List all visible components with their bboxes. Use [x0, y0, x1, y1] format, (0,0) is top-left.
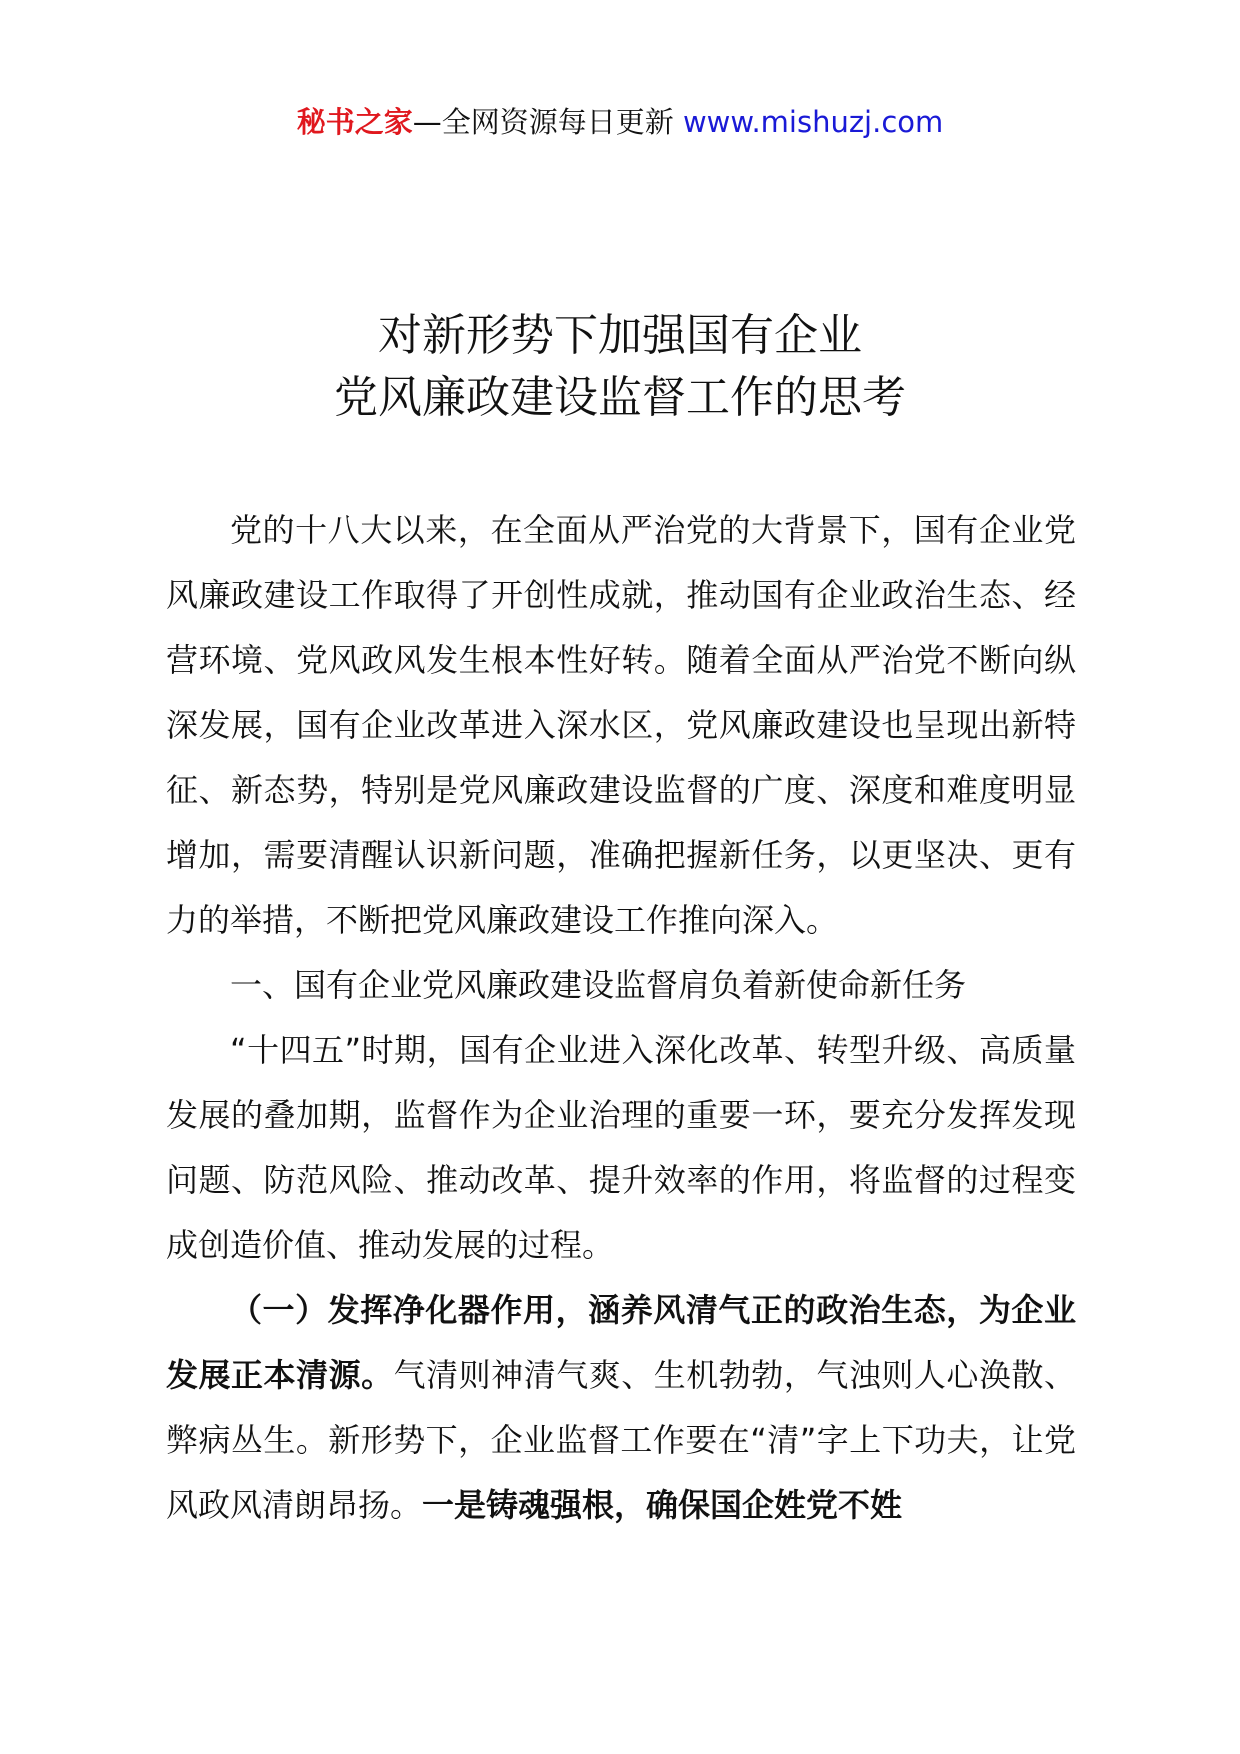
point-heading-1: 一是铸魂强根，确保国企姓党不姓 — [422, 1486, 903, 1524]
paragraph-intro: 党的十八大以来，在全面从严治党的大背景下，国有企业党风廉政建设工作取得了开创性成就，推动国有企业政治生态、经营环境、党风政风发生根本性好转。随着全面从严治党不断向纵深发展，国有企业改革进入深水区，党风廉政建设也呈现出新特征、新态势，特别是党风廉政建设监督的广度、深度和难度明显增加，需要清醒认识新问题，准确把握新任务，以更坚决、更有力的举措，不断把党风廉政建设工作推向深入。 — [166, 511, 1076, 939]
paragraph-section-1: “十四五”时期，国有企业进入深化改革、转型升级、高质量发展的叠加期，监督作为企业治理的重要一环，要充分发挥发现问题、防范风险、推动改革、提升效率的作用，将监督的过程变成创造价值、推动发展的过程。 — [166, 1031, 1076, 1264]
subsection-text-1: 气清则神清气爽、生机勃勃，气浊则人心涣散、弊病丛生。新形势下，企业监督工作要在“清”字上下功夫，让党风政风清朗昂扬。 — [166, 1356, 1076, 1524]
document-title — [0, 305, 1240, 429]
header-slogan: —全网资源每日更新 — [412, 105, 683, 139]
header-brand: 秘书之家 — [296, 105, 413, 139]
paragraph-subsection-1 — [166, 1278, 1076, 1538]
section-heading-1: 一、国有企业党风廉政建设监督肩负着新使命新任务 — [230, 966, 967, 1004]
title-line-2: 党风廉政建设监督工作的思考 — [334, 372, 906, 423]
title-line-1: 对新形势下加强国有企业 — [378, 310, 862, 361]
subsection-heading-1: （一）发挥净化器作用，涵养风清气正的政治生态，为企业发展正本清源。 — [166, 1291, 1076, 1394]
site-header — [0, 100, 1240, 144]
document-body — [166, 498, 1076, 1538]
header-url[interactable]: www.mishuzj.com — [682, 105, 944, 139]
